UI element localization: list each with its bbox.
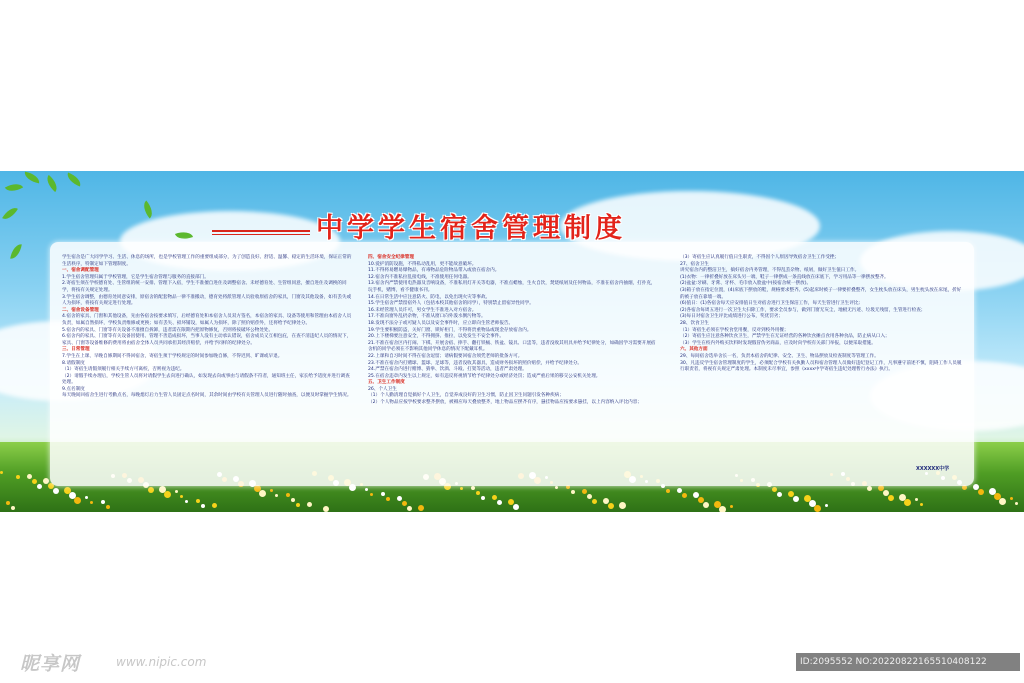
rule-paragraph: 8.请假制度 bbox=[62, 360, 85, 366]
rule-paragraph: 21.不准在宿舍区内打闹、下棋、开展舍宿、摔手、翻打铁桶、铁盆、镜具、口盅等，违者没收其用具并给予纪律处分，如确因学习需要开展宿舍机的同学必须在不影响其他同学休息的情况下配戴耳机。 bbox=[368, 340, 656, 353]
text-column-1 bbox=[62, 255, 352, 400]
rule-paragraph: 20.上下楼梯要注意安全，不得拥挤、推拉，以免发生不安全事件。 bbox=[368, 334, 504, 340]
flower-icon bbox=[270, 489, 273, 492]
rule-paragraph: （1）寄宿生请假须履行相关手续方可离校，否则视为违纪。 bbox=[62, 367, 185, 373]
section-heading: 二、宿舍设备管理 bbox=[62, 307, 99, 313]
flower-icon bbox=[814, 505, 821, 512]
rule-paragraph: 16.未经管理人员许可，男女学生不准进入对方宿舍。 bbox=[368, 307, 477, 313]
flower-icon bbox=[0, 471, 3, 474]
rule-paragraph: 5.宿舍内的家具、门窗等有关设备不准擅自拆卸，违者需在限期内把原物修复，否则将按破坏公物处处。 bbox=[62, 327, 274, 333]
rule-paragraph: 27、宿舍卫生 bbox=[680, 261, 709, 267]
flower-icon bbox=[64, 487, 71, 494]
rule-paragraph: 23.不准在宿舍内打赌球、篮球、足球等，违者没收其器具，造成财务损坏的照价赔偿，并给予纪律处分。 bbox=[368, 360, 583, 366]
rule-paragraph: 1.学生宿舍管理归属于学校管理，它是学生宿舍管理与服务的直接部门。 bbox=[62, 274, 209, 280]
rule-paragraph: 13.宿舍内严禁使用电热器及音响设备，不准私用灯开关等电器，不准点蜡烛，生火自饮，焚烧纸屑及任何物品，不准在宿舍内抽烟，打扑克，玩手机，赌博，看不健康书刊。 bbox=[368, 281, 656, 293]
flower-icon bbox=[666, 489, 670, 493]
flower-icon bbox=[915, 498, 918, 501]
flower-icon bbox=[397, 496, 402, 501]
flower-icon bbox=[175, 490, 178, 493]
flower-icon bbox=[32, 479, 37, 484]
flower-icon bbox=[286, 493, 290, 497]
flower-icon bbox=[492, 495, 497, 500]
leaf-icon bbox=[10, 243, 22, 260]
flower-icon bbox=[788, 491, 794, 497]
watermark-id: ID:2095552 NO:20220822165510408122 bbox=[800, 657, 987, 667]
rule-paragraph: （2）个人物品应按学校要求整齐摆放，被褥应每天叠放整齐，地上物品应摆齐有序，悬挂物品应按要求悬挂，以上内容纳入评比内容； bbox=[368, 400, 642, 406]
rule-paragraph: 26、个人卫生 bbox=[368, 386, 397, 392]
flower-icon bbox=[402, 501, 407, 506]
leaf-icon bbox=[43, 175, 61, 192]
flower-icon bbox=[587, 494, 592, 499]
flower-icon bbox=[809, 500, 816, 507]
flower-icon bbox=[90, 501, 93, 504]
rule-paragraph: 2.寄宿生须在学校德育处、生管组的统一安排、管理下入宿，学生不准擅自进住及调整宿舍。未经德育处、生管组同意，擅自进住及调换的同学，将按有关规定处理。 bbox=[62, 281, 347, 293]
flower-icon bbox=[164, 491, 171, 498]
rule-paragraph: 29、每间宿舍选举舍长一名，负责本宿舍的纪律、安全、卫生、物品摆放及检查制度等管理工作。 bbox=[680, 353, 879, 359]
page-title: 中学学生宿舍管理制度 bbox=[316, 213, 626, 244]
section-heading: 六、其他方面 bbox=[680, 347, 708, 353]
rule-paragraph: （3）学生在校内外购买饮料时发现假冒伪劣商品，应及时向学校有关部门举报，以便采取措施。 bbox=[680, 340, 876, 346]
flower-icon bbox=[772, 487, 777, 492]
flower-icon bbox=[11, 506, 15, 510]
flower-icon bbox=[27, 474, 32, 479]
text-column-2 bbox=[368, 255, 658, 407]
flower-icon bbox=[1015, 502, 1018, 505]
flower-icon bbox=[698, 497, 704, 503]
title-underline bbox=[212, 234, 310, 235]
rule-paragraph: （1）个人勤清理自觉搞好个人卫生，自觉养成良好的卫生习惯，防止因卫生问题引发各种疾病； bbox=[368, 393, 564, 399]
flower-icon bbox=[196, 499, 200, 503]
section-heading: 三、日常管理 bbox=[62, 347, 90, 353]
rule-paragraph: 11.不得将易燃易爆物品，有毒物品危险物品带入或放在宿舍内。 bbox=[368, 268, 500, 274]
rule-paragraph: 每天晚间回宿舍生进行考勤点名，每晚熄灯后力生管人员固定点名时间，其余时间由学校有关管理人员进行随时抽查，以便及时掌握学生情况。 bbox=[62, 393, 352, 399]
flower-icon bbox=[53, 488, 59, 494]
section-heading: 五、卫生工作制度 bbox=[368, 380, 405, 386]
flower-icon bbox=[6, 501, 10, 505]
flower-icon bbox=[381, 492, 385, 496]
flower-icon bbox=[185, 500, 188, 503]
rule-paragraph: 19.学生要积极防盗，关好门窗、锁好柜门，不得将贵重物品或现金存放宿舍内。 bbox=[368, 327, 532, 333]
rule-paragraph: (6)值日：(1)各宿舍每天应安排值日生对宿舍进行卫生保洁工作，每天生管进行卫生评比; bbox=[680, 301, 860, 307]
leaf-icon bbox=[2, 204, 18, 222]
flower-icon bbox=[43, 478, 49, 484]
flower-icon bbox=[296, 503, 300, 507]
rule-paragraph: 18.发现不法分子或可疑人员以及安全事件时，应立即向生管老师报告。 bbox=[368, 320, 514, 326]
rule-paragraph: 24.严禁在宿舍内进行赌博、猜拳、饮酒、斗殴、打架等活动，违者严肃处理。 bbox=[368, 367, 527, 373]
section-heading: 四、宿舍安全纪律管理 bbox=[368, 255, 414, 260]
leaf-icon bbox=[139, 200, 156, 218]
rule-paragraph: 7.学生在上课、早晚自修期间不得回宿舍，寄宿生须于学校规定的时间参加晚自修，不得迟到、旷课或早退。 bbox=[62, 353, 283, 359]
flower-icon bbox=[899, 494, 906, 501]
flower-icon bbox=[867, 486, 872, 491]
flower-icon bbox=[159, 486, 166, 493]
flower-icon bbox=[777, 492, 782, 497]
flower-icon bbox=[365, 488, 368, 491]
flower-icon bbox=[481, 496, 485, 500]
rule-paragraph: (2)各宿舍每周五进行一次卫生大扫除工作，要求全员参与，做到门窗无灰尘，地板无污迹、垃圾无残留，生管进行检查； bbox=[680, 307, 926, 313]
rule-paragraph: 学生宿舍是广大同学学习、生活、休息的场所，也是学校管理工作的重要组成部分，为了创造良好、舒适、温馨、稳定的生活环境，保证正常的生活秩序，特制定如下管理制度。 bbox=[62, 255, 352, 267]
flower-icon bbox=[275, 494, 278, 497]
title-underline bbox=[212, 230, 310, 232]
flower-icon bbox=[904, 499, 911, 506]
rule-paragraph: (2)盆盆:牙刷、牙膏、牙杯、毛巾放入脸盆中(按宿舍统一摆放)。 bbox=[680, 281, 812, 287]
flower-icon bbox=[259, 490, 266, 497]
flower-icon bbox=[608, 503, 614, 509]
flower-icon bbox=[323, 506, 329, 512]
rule-paragraph: 25.在宿舍违章内发生以上规定，如有违反将视情节给予纪律处分或经济处罚；造成严重后果的移交公安机关处理。 bbox=[368, 373, 601, 379]
flower-icon bbox=[476, 491, 480, 495]
flower-icon bbox=[804, 495, 811, 502]
flower-icon bbox=[555, 486, 558, 489]
flower-icon bbox=[508, 499, 514, 505]
flower-icon bbox=[603, 498, 609, 504]
rule-paragraph: 30、凡违反学生宿舍管理制度的学生，必须配合学校有关执勤人员和宿舍管理人员做好违纪登记工作，凡事遵守前述不慎，阻碍工作人员履行职责者，将视有关规定严肃处理。本制度未尽事宜，参照《xxxx中学寄宿生违纪处理暂行办法》执行。 bbox=[680, 360, 962, 373]
flower-icon bbox=[212, 503, 217, 508]
rule-paragraph: （3）寄宿生应认真履行值日生职责，不得因个人原因导致宿舍卫生工作受挫； bbox=[680, 255, 840, 260]
rule-paragraph: 14.在日常生活中应注意防火、防电，以免出现火灾等事故。 bbox=[368, 294, 491, 300]
flower-icon bbox=[74, 497, 81, 504]
flower-icon bbox=[714, 501, 721, 508]
rule-paragraph: 22.上课和自习时间不得在宿舍逗留；请病假要回宿舍须凭老师的批条方可。 bbox=[368, 353, 523, 359]
leaf-icon bbox=[5, 180, 23, 196]
rule-paragraph: 15.学生宿舍严禁留宿外人（包括本校其他宿舍的同学），特别禁止留宿异性同学。 bbox=[368, 301, 534, 307]
flower-icon bbox=[703, 502, 709, 508]
rule-paragraph: (1)衣物：一律折叠好放在床头另一端，鞋子一律摆成一条直线放在床底下，学习用品等一律摆放整齐。 bbox=[680, 274, 889, 280]
rule-paragraph: (3)箱子放在指定位置，(4)床底下摆放的鞋，规格要求整齐。(5)起床时被子一律要折叠整齐，女生枕头放在床头，男生枕头放在床尾，折好的被子放在靠墙一端。 bbox=[680, 287, 962, 300]
flower-icon bbox=[677, 488, 682, 493]
flower-icon bbox=[291, 498, 295, 502]
flower-icon bbox=[1010, 497, 1013, 500]
flower-icon bbox=[730, 505, 733, 508]
rule-paragraph: 讲究宿舍内的整洁卫生，搞好宿舍内务管理，不得乱丢杂物、纸屑，做好卫生值日工作。 bbox=[680, 268, 860, 274]
flower-icon bbox=[386, 497, 390, 501]
rule-paragraph: （2）请假手续办理后，学校生管人员将对请假学生去向进行确认，如发现去向或事由与请假条不符者，通知班主任，家长给予适度并进行调查处理。 bbox=[62, 373, 350, 386]
rule-paragraph: (3)每日对宿舍卫生评比成绩进行公布，奖优罚劣； bbox=[680, 314, 783, 320]
flower-icon bbox=[254, 485, 261, 492]
section-heading: 一、宿舍调配管理 bbox=[62, 268, 99, 274]
flower-icon bbox=[148, 487, 154, 493]
leaf-icon bbox=[65, 173, 83, 187]
flower-icon bbox=[37, 484, 42, 489]
rule-paragraph: 3.学生宿舍调整，由德育处同意安排，原宿舍的配套物品一律不准搬动，德育处将派管理人员验收原宿舍的家具，门窗及其他设备，如有丢失或人为损坏，将按有关规定进行处理。 bbox=[62, 294, 352, 307]
rule-paragraph: 12.宿舍内不准私拉乱接电线，不准使用任何电器。 bbox=[368, 274, 472, 280]
flower-icon bbox=[307, 502, 312, 507]
flower-icon bbox=[106, 505, 110, 509]
flower-icon bbox=[180, 495, 183, 498]
flower-icon bbox=[407, 506, 412, 511]
flower-icon bbox=[999, 498, 1006, 505]
rule-paragraph: （1）寄宿生必须在学校食堂用餐，反对到校外用餐； bbox=[680, 327, 789, 333]
flower-icon bbox=[85, 496, 88, 499]
flower-icon bbox=[888, 495, 894, 501]
rule-paragraph: 6.宿舍内的家具、门窗等有关设备因使用、管理不善造成损坏，当事人没有主动承认错误，宿舍成员又互相包庇，在查不清违纪人员的情况下，家具、门窗等设备维修的费用将由宿舍全体人员共同承担其经济赔偿，并给予同样的纪律处分。 bbox=[62, 334, 352, 346]
flower-icon bbox=[582, 489, 587, 494]
flower-icon bbox=[418, 505, 424, 511]
flower-icon bbox=[101, 500, 105, 504]
rule-paragraph: 9.点名制度 bbox=[62, 386, 85, 392]
rule-paragraph: 17.不准向窗外乱扔杂物，不准从窗口向外泼水倒污物等。 bbox=[368, 314, 486, 320]
flower-icon bbox=[793, 496, 799, 502]
flower-icon bbox=[201, 504, 205, 508]
flower-icon bbox=[571, 490, 575, 494]
title-block bbox=[212, 206, 812, 242]
flower-icon bbox=[69, 492, 76, 499]
text-column-3 bbox=[680, 255, 964, 374]
watermark-url: www.nipic.com bbox=[116, 655, 207, 669]
rule-paragraph: （2）寄宿生应注意各种饮食卫生，严禁学生在无证经营的各种饮食摊点食用各种食品，防止病从口入； bbox=[680, 334, 890, 340]
watermark-logo: 昵享网 bbox=[20, 653, 81, 675]
flower-icon bbox=[619, 502, 626, 509]
rule-paragraph: 4.宿舍的家具、门窗和其他设备，先由各宿舍按要求填写，后经德育处和本宿舍人员双方签名，本宿舍的家具、设备等使用和管理由本宿舍人员负责，如属自然损坏，学校负责维修或更换；如有丢失、损坏铺设，如属人为损坏，除了照价赔偿外，还将给予纪律处分。 bbox=[62, 314, 352, 326]
flower-icon bbox=[693, 492, 699, 498]
rule-paragraph: 28、饮食卫生 bbox=[680, 320, 709, 326]
school-name: XXXXXX中学 bbox=[916, 466, 950, 472]
flower-icon bbox=[471, 486, 475, 490]
flower-icon bbox=[513, 504, 519, 510]
flower-icon bbox=[682, 493, 687, 498]
flower-icon bbox=[370, 493, 373, 496]
flower-icon bbox=[989, 488, 996, 495]
flower-icon bbox=[497, 500, 502, 505]
flower-icon bbox=[460, 487, 463, 490]
rule-paragraph: 10.爱护消防设施，不得私动乱用，更不能故意破坏。 bbox=[368, 261, 477, 267]
flower-icon bbox=[994, 493, 1001, 500]
flower-icon bbox=[973, 484, 979, 490]
flower-icon bbox=[825, 504, 828, 507]
flower-icon bbox=[16, 475, 20, 479]
flower-icon bbox=[883, 490, 889, 496]
leaf-icon bbox=[23, 172, 40, 184]
flower-icon bbox=[978, 489, 984, 495]
flower-icon bbox=[920, 503, 923, 506]
flower-icon bbox=[592, 499, 597, 504]
